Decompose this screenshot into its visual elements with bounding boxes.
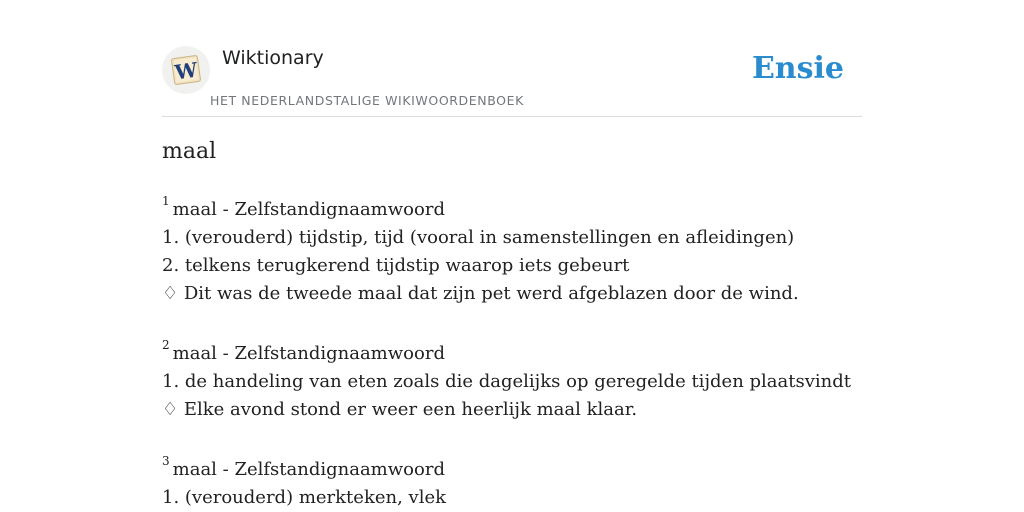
entry-1 (162, 196, 882, 308)
entry-heading (162, 196, 882, 224)
ensie-brand-link[interactable]: Ensie (751, 51, 844, 86)
example-line: ♢ Dit was de tweede maal dat zijn pet werd afgeblazen door de wind. (162, 283, 799, 304)
logo-tile (169, 53, 203, 87)
entry-heading (162, 456, 882, 484)
site-title[interactable]: Wiktionary (222, 47, 324, 69)
logo-letter: W (173, 57, 199, 85)
definition-line: 1. (verouderd) tijdstip, tijd (vooral in samenstellingen en afleidingen) (162, 227, 795, 248)
entry-heading (162, 340, 882, 368)
entry-heading-text: maal - Zelfstandignaamwoord (172, 459, 445, 480)
entries-list (162, 196, 882, 512)
site-header (162, 44, 862, 117)
definition-line: 1. (verouderd) merkteken, vlek (162, 487, 447, 508)
word-title: maal (162, 139, 217, 164)
entry-heading-text: maal - Zelfstandignaamwoord (172, 343, 445, 364)
entry-3 (162, 456, 882, 512)
definition-line: 2. telkens terugkerend tijdstip waarop iets gebeurt (162, 255, 630, 276)
entry-number: 3 (162, 454, 170, 468)
entry-heading-text: maal - Zelfstandignaamwoord (172, 199, 445, 220)
definition-line: 1. de handeling van eten zoals die dagelijks op geregelde tijden plaatsvindt (162, 371, 852, 392)
example-line: ♢ Elke avond stond er weer een heerlijk maal klaar. (162, 399, 638, 420)
wiktionary-logo-icon[interactable] (162, 46, 210, 94)
entry-2 (162, 340, 882, 424)
site-tagline: HET NEDERLANDSTALIGE WIKIWOORDENBOEK (210, 93, 524, 108)
entry-number: 1 (162, 194, 170, 208)
entry-number: 2 (162, 338, 170, 352)
